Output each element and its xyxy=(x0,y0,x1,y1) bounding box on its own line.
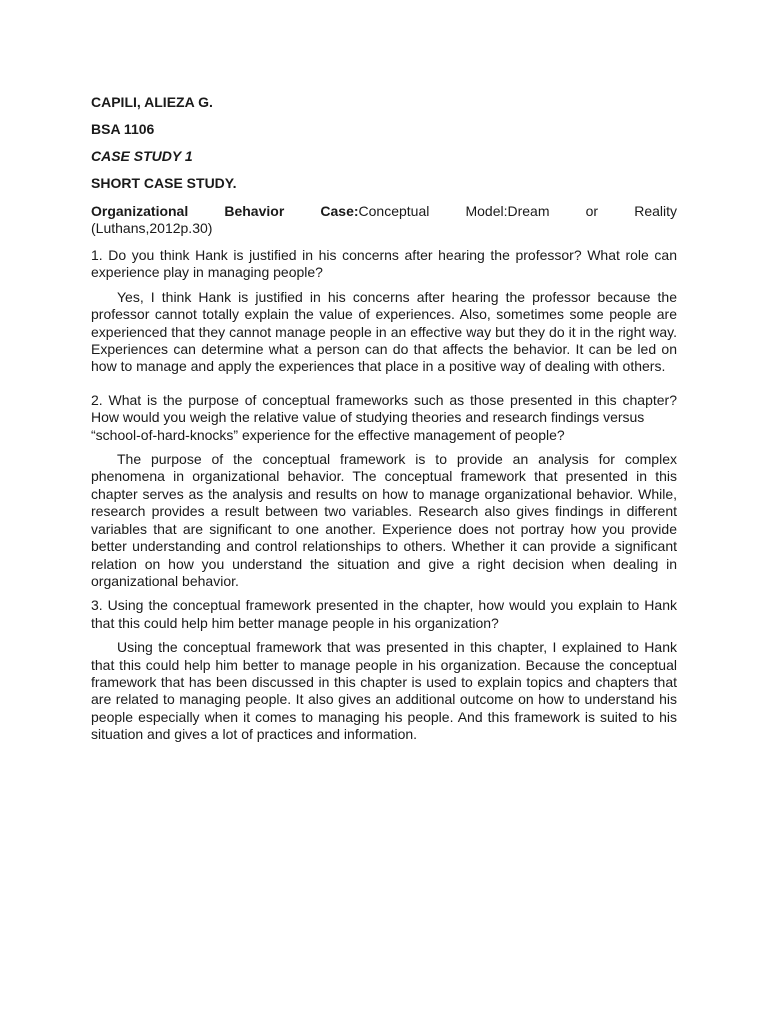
answer-2: The purpose of the conceptual framework is to provide an analysis for complex phenomena in organizational behavior. The conceptual framework that presented in this chapter serves as the analysis and results on how to manage organizational behavior. While, research provides a result between two variables. Research also gives findings in different variables that are significant to one another. Experience does not portray how you provide better understanding and control relationships to others. Whether it can provide a significant relation on how you understand the situation and give a right decision when dealing in organizational behavior. xyxy=(91,451,677,589)
student-name: CAPILI, ALIEZA G. xyxy=(91,94,213,110)
case-citation: (Luthans,2012p.30) xyxy=(91,219,213,236)
case-title: Conceptual Model:Dream or Reality xyxy=(358,203,677,219)
short-case-heading: SHORT CASE STUDY. xyxy=(91,175,237,191)
course-code: BSA 1106 xyxy=(91,121,155,137)
answer-3: Using the conceptual framework that was presented in this chapter, I explained to Hank that this could help him better to manage people in his organization. Because the conceptual framework that has been discussed in this chapter is used to explain topics and chapters that are related to managing people. It also gives an additional outcome on how to understand his people especially when it comes to managing his people. And this framework is suited to his situation and gives a lot of practices and information. xyxy=(91,639,677,743)
answer-1: Yes, I think Hank is justified in his concerns after hearing the professor because the professor cannot totally explain the value of experiences. Also, sometimes some people are experienced that they cannot manage people in an effective way but they do it in the right way. Experiences can determine what a person can do that affects the behavior. It can be led on how to manage and apply the experiences that place in a positive way of dealing with others. xyxy=(91,288,677,375)
question-3: 3. Using the conceptual framework presented in the chapter, how would you explain to Hank that this could help him better manage people in his organization? xyxy=(91,597,677,631)
question-1: 1. Do you think Hank is justified in his concerns after hearing the professor? What role can experience play in managing people? xyxy=(91,247,677,281)
question-2: 2. What is the purpose of conceptual frameworks such as those presented in this chapter? How would you weigh the relative value of studying theories and research findings versus xyxy=(91,391,677,426)
case-label: Organizational Behavior Case: xyxy=(91,203,359,219)
case-title-line xyxy=(91,203,677,220)
case-study-heading: CASE STUDY 1 xyxy=(91,148,193,164)
question-2-continued: “school-of-hard-knocks” experience for the effective management of people? xyxy=(91,426,565,443)
